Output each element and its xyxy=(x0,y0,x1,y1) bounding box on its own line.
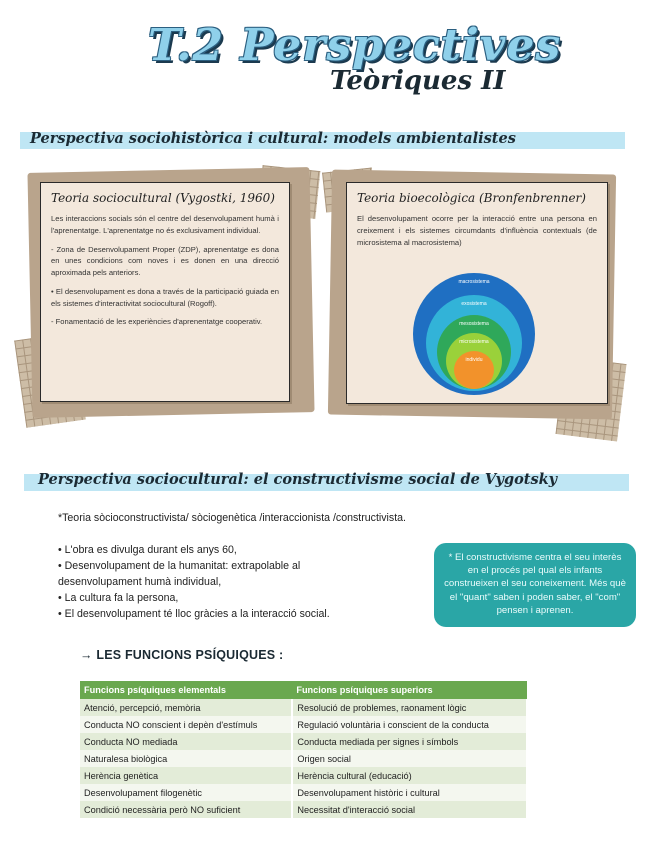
table-row xyxy=(80,801,527,818)
list-item: • L'obra es divulga durant els anys 60, xyxy=(58,544,237,556)
table-row xyxy=(80,733,527,750)
card-paragraph: - Zona de Desenvolupament Proper (ZDP), aprenentatge es dona en unes condicions com noves i es donen en una direcció aproximada pels anteriors. xyxy=(51,244,279,278)
card-body xyxy=(357,213,597,248)
funcions-table-wrapper xyxy=(80,681,528,818)
page-title: T.2 Perspectives xyxy=(148,20,562,71)
table-cell: Herència cultural (educació) xyxy=(292,767,527,784)
list-item: • Desenvolupament de la humanitat: extrapolable al desenvolupament humà individual, xyxy=(58,559,301,588)
funcions-heading: → LES FUNCIONS PSÍQUIQUES : xyxy=(80,648,284,662)
table-cell: Atenció, percepció, memòria xyxy=(80,699,292,716)
bullet-list xyxy=(58,543,378,622)
card-paragraph: • El desenvolupament es dona a través de la participació guiada en els sistemes d'interactivitat sociocultural (Rogoff). xyxy=(51,286,279,308)
card-sociocultural xyxy=(40,182,290,402)
list-item: • La cultura fa la persona, xyxy=(58,591,179,604)
card-paragraph: Les interaccions socials són el centre del desenvolupament humà i l'aprenentatge. L'aprenentatge no és exclusivament individual. xyxy=(51,214,279,235)
table-cell: Origen social xyxy=(292,750,527,767)
funcions-table xyxy=(80,681,528,818)
card-bioecologica xyxy=(346,182,608,404)
table-row xyxy=(80,699,527,716)
card-title: Teoria sociocultural (Vygostki, 1960) xyxy=(51,191,275,205)
table-cell: Conducta NO conscient i depèn d'estímuls xyxy=(80,716,292,733)
card-paragraph: El desenvolupament ocorre per la interacció entre una persona en creixement i els sistemes circumdants d'influència contextuals (de microsistema al macrosistema) xyxy=(357,214,597,247)
column-header: Funcions psíquiques superiors xyxy=(292,681,527,699)
table-cell: Regulació voluntària i conscient de la conducta xyxy=(292,716,527,733)
circle-label: microsistema xyxy=(459,339,489,345)
circle-individu xyxy=(454,351,494,389)
circle-label: individu xyxy=(465,357,483,363)
table-cell: Naturalesa biològica xyxy=(80,750,292,767)
table-row xyxy=(80,767,527,784)
circle-label: mesosistema xyxy=(459,321,489,327)
list-item: • El desenvolupament té lloc gràcies a la interacció social. xyxy=(58,607,330,620)
card-body xyxy=(51,213,279,328)
table-row xyxy=(80,750,527,767)
circle-label: exosistema xyxy=(461,301,487,307)
section1-banner: Perspectiva sociohistòrica i cultural: models ambientalistes xyxy=(30,130,516,147)
circle-label: macrosistema xyxy=(458,279,490,285)
table-cell: Necessitat d'interacció social xyxy=(292,801,527,818)
table-row xyxy=(80,784,527,801)
table-cell: Herència genètica xyxy=(80,767,292,784)
ecological-circles-diagram xyxy=(413,273,535,395)
table-cell: Conducta mediada per signes i símbols xyxy=(292,733,527,750)
constructivism-callout: * El constructivisme centra el seu interès en el procés pel qual els infants construeixen el seu coneixement. Més què el "quant" saben i poden saber, el "com" pensen i aprenen. xyxy=(434,543,636,627)
table-cell: Desenvolupament històric i cultural xyxy=(292,784,527,801)
table-cell: Resolució de problemes, raonament lògic xyxy=(292,699,527,716)
table-row xyxy=(80,716,527,733)
column-header: Funcions psíquiques elementals xyxy=(80,681,292,699)
table-cell: Condició necessària però NO suficient xyxy=(80,801,292,818)
page-subtitle: Teòriques II xyxy=(330,66,506,96)
intro-text: *Teoria sòcioconstructivista/ sòciogenètica /interaccionista /constructivista. xyxy=(58,512,406,524)
table-cell: Desenvolupament filogenètic xyxy=(80,784,292,801)
card-paragraph: - Fonamentació de les experiències d'aprenentatge cooperativ. xyxy=(51,317,263,327)
card-title: Teoria bioecològica (Bronfenbrenner) xyxy=(357,191,586,205)
section2-banner: Perspectiva sociocultural: el constructivisme social de Vygotsky xyxy=(38,471,558,488)
table-cell: Conducta NO mediada xyxy=(80,733,292,750)
